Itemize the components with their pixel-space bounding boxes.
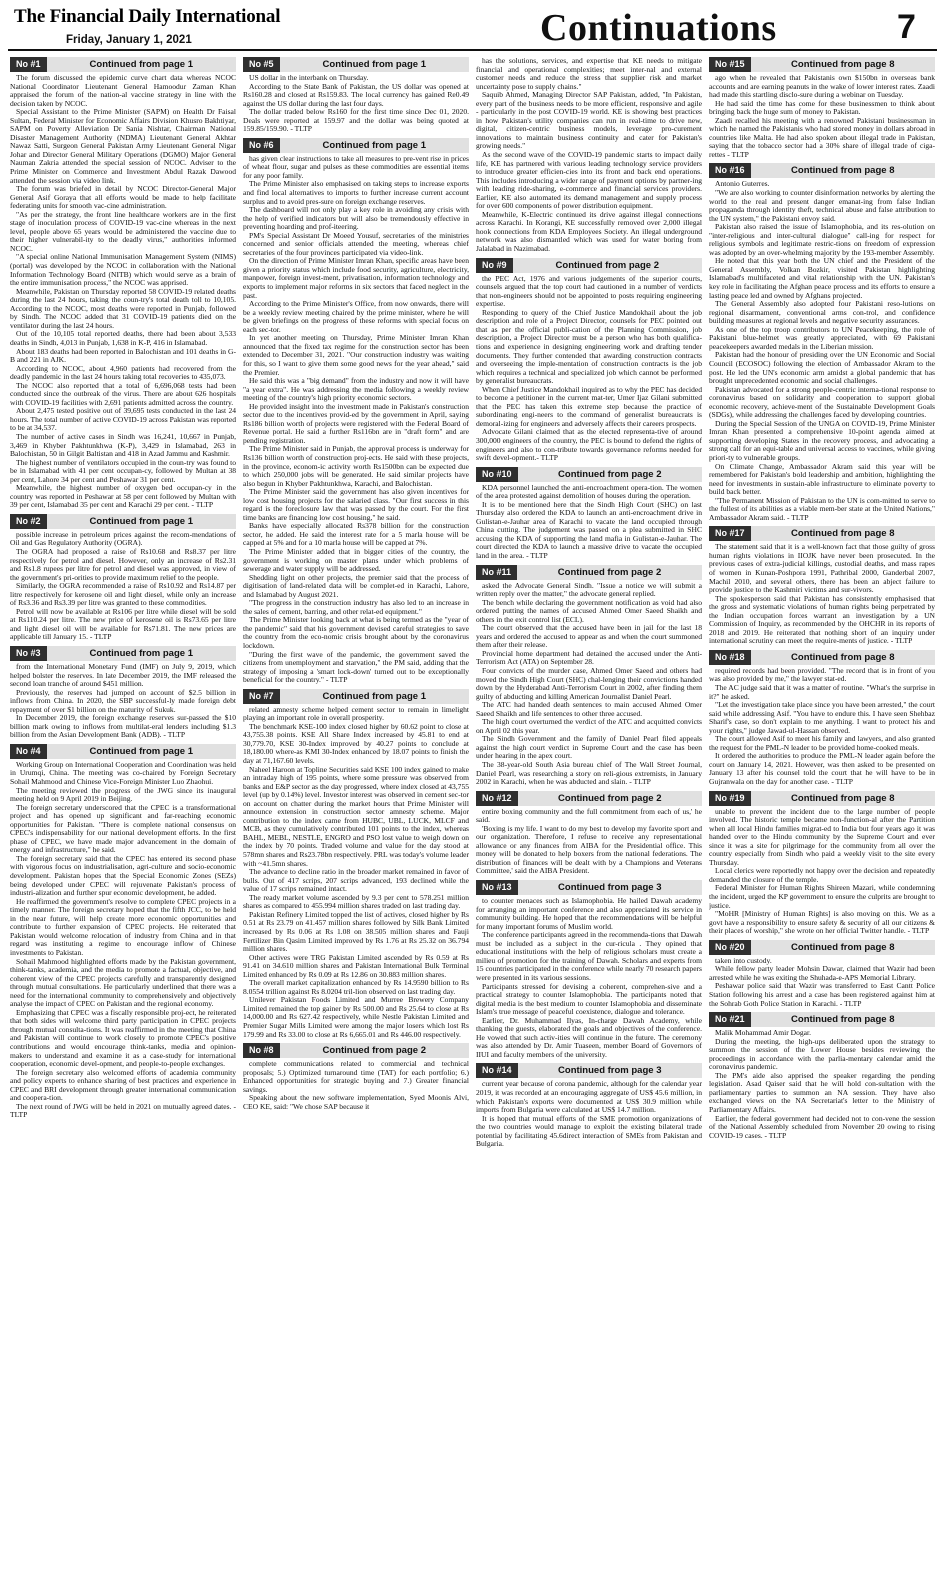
article-paragraph: The spokesperson said that Pakistan has consistently emphasised that the gross and systematic violations of human rights being perpetrated by the Indian occupation forces warrant an investigation by a UN Commission of Inquiry, as recommended by the OHCHR in its reports of 2018 and 2019. He reiterated that nothing short of an inquiry under international scrutiny can meet the require-ments of justice. - TLTP	[709, 593, 935, 646]
article-header	[10, 744, 236, 759]
article-paragraph: The conference participants agreed in the recommenda-tions that Dawah must be included as a subject in the cur-ricula . They opined that educational institutions with the help of religious scholars must create a milieu of promotion for the training of Dawah. Scholars and experts from 15 countries participated in the conference while nearly 70 research papers were presented in its various sessions.	[476, 930, 702, 982]
article-number: No #3	[10, 646, 47, 661]
article-paragraph: unable to prevent the incident due to the large number of people involved. The historic temple became non-function-al after the Partition when all local Hindu families migrat-ed to India but four years ago it was handed over to the Hindu community by the Supreme Court and ever since it was a site for pilgrimage for the community from all over the country especially from Sindh who paid a weekly visit to the site every Thursday.	[709, 806, 935, 867]
article-header	[709, 791, 935, 806]
article-paragraph: During the meeting, the high-ups deliberated upon the strategy to summon the session of the Lower House besides reviewing the proceedings in accordance with the parlia-mentary calendar amid the coronavirus pandemic.	[709, 1036, 935, 1072]
article-continuation	[476, 467, 702, 561]
continued-from-label: Continued from page 3	[518, 1063, 702, 1078]
article-paragraph: About 183 deaths had been reported in Balochistan and 101 deaths in G-B and 221 in AJK.	[10, 346, 236, 365]
article-number: No #1	[10, 57, 47, 72]
issue-date: Friday, January 1, 2021	[66, 34, 192, 46]
continued-from-label: Continued from page 1	[280, 689, 469, 704]
article-paragraph: The NCOC also reported that a total of 6,696,068 tests had been conducted since the outbreak of the virus. There are about 626 hospitals with COVID-19 facilities with 2,691 patients admitted across the country.	[10, 380, 236, 407]
article-header	[709, 57, 935, 72]
article-continuation	[10, 57, 236, 510]
continued-from-label: Continued from page 8	[751, 57, 935, 72]
article-header	[243, 689, 469, 704]
article-paragraph: In December 2019, the foreign exchange reserves sur-passed the $10 billion mark owing to inflows from multilat-eral lenders including $1.3 billion from the Asian Development Bank (ADB). - TLTP	[10, 713, 236, 740]
article-paragraph: Provincial home department had detained the accused under the Anti-Terrorism Act (ATA) on September 28.	[476, 648, 702, 667]
article-paragraph: He said this was a "big demand" from the industry and now it will have "a year extra". He was addressing the media following a weekly review meeting of the country's high priority economic sectors.	[243, 376, 469, 403]
article-paragraph: Earlier, the federal government had decided not to con-vene the session of the National Assembly scheduled from November 20 owing to rising COVID-19 cases. - TLTP	[709, 1113, 935, 1140]
article-paragraph: The foreign secretary said that the CPEC has entered its second phase with vigorous focus on industrialisation, agri-culture and socio-economic development. Pakistan hopes that the Special Economic Zones (SEZs) being developed under CPEC will rejuvenate Pakistan's process of industri-alization and further spur economic development, he added.	[10, 853, 236, 898]
article-paragraph: The advance to decline ratio in the broader market remained in favor of bulls. Out of 417 scrips, 207 scrips advanced, 193 declined while the value of 17 scrips remained intact.	[243, 867, 469, 894]
article-paragraph: Saquib Ahmed, Managing Director SAP Pakistan, added, "In Pakistan, every part of the business needs to be more efficient, responsive and agile - particularly in the post COVID-19 world. KE is showing best practices in how Pakistan's utility companies can run in real-time to drive new, digital, citizen-centric business models, leverage pro-curement innovations to maintain business continuity and cater for Pakistan's growing needs."	[476, 90, 702, 151]
article-header	[476, 467, 702, 482]
article-header	[476, 880, 702, 895]
article-paragraph: He noted that this year both the UN chief and the President of the General Assembly, Volkan Bozkir, visited Pakistan highlighting Islamabad's multifaceted and vital relationship with the UN. Pakistan's key role in facilitating the Afghan peace process and its efforts to ensure a lasting peace led and owned by Afghans projected.	[709, 256, 935, 300]
article-paragraph: Participants stressed for devising a coherent, comprehen-sive and a practical strategy to counter Islamophobia. The participants noted that digital media is the best medium to counter Islamophobia and disseminate Islam's true message of peaceful coexistence, dialogue and tolerance.	[476, 981, 702, 1017]
article-paragraph: As the second wave of the COVID-19 pandemic starts to impact daily life, KE has partnered with various leading technology service providers to introduce greater efficien-cies into its front and back end operations. This includes introducing a wider range of payment options by partner-ing with leading ride-sharing, e-commerce and financial services providers. Earlier, KE also automated its demand management and supply process for over 600 components of power distribution equipment.	[476, 150, 702, 211]
article-paragraph: Advocate Gilani claimed that as the elected representa-tive of around 300,000 engineers of the country, the PEC is bound to defend the rights of engineers and also to con-tribute towards governance reforms needed for swift devel-opment.- TLTP	[476, 427, 702, 463]
continued-from-label: Continued from page 2	[280, 1043, 469, 1058]
article-paragraph: "We are also working to counter disinformation networks by alerting the world to the real and present danger emanat-ing from false Indian propaganda through identity theft, technical abuse and false attribution to the UN system," the Pakistani envoy said.	[709, 188, 935, 223]
article-paragraph: The Prime Minister added that in bigger cities of the country, the government is working on master plans under which problems of sewerage and water supply will be addressed.	[243, 546, 469, 574]
article-paragraph: current year because of corona pandemic, although for the calendar year 2019, it was recorded at an encouraging aggregate of US$ 45.6 million, in which Pakistan's exports were documented at US$ 30.9 million while imports from Bulgaria were calculated at US$ 14.7 million.	[476, 1079, 702, 1115]
article-continuation	[476, 1063, 702, 1148]
article-paragraph: "Let the investigation take place since you have been arrested," the court said while addressing Asif. "You have to endure this. I have seen Shehbaz Sharif's case, so don't explain to me anything. I want to protect his and your rights," judge Jawad-ul-Hassan observed.	[709, 700, 935, 735]
article-paragraph: It ordered the authorities to produce the PML-N leader again before the court on January 14, 2021. However, was then asked to be presented on January 13 after his counsel told the court that he will have to be in Gujranwala on the day for another case. - TLTP	[709, 751, 935, 787]
page-number: 7	[897, 8, 916, 46]
article-number: No #13	[476, 880, 518, 895]
article-paragraph: Pakistan Refinery Limited topped the list of actives, closed higher by Rs 0.51 at Rs 23.79 on 41.457 million shares followed by Silk Bank Limited increased by Rs 0.06 at Rs 1.08 on 38.505 million shares and Fauji Fertilizer Bin Qasim Limited improved by Rs 1.76 at Rs 25.32 on 36.794 million shares.	[243, 909, 469, 954]
article-paragraph: PM's Special Assistant Dr Moeed Yousuf, secretaries of the ministries concerned and senior officials attended the meeting, whereas chief secretaries of the four provinces participated via video-link.	[243, 230, 469, 257]
article-header	[243, 57, 469, 72]
article-paragraph: Local clerics were reportedly not happy over the decision and repeatedly demanded the closure of the temple.	[709, 866, 935, 884]
article-number: No #15	[709, 57, 751, 72]
article-paragraph: Responding to query of the Chief Justice Mandokhail about the job description and role of a Project Director, counsels for PEC pointed out that as per the official publi-cation of the Planning Commission, job description, a Project Director must be a person who has both qualifica-tions and experience in designing engineering work and drafting tender documents. They further contended that awarding construction contracts and overseeing the imple-mentation of construction contracts is the job which requires a technical and specialized job which cannot be performed by generalist bureaucrats.	[476, 307, 702, 386]
article-paragraph: The OGRA had proposed a raise of Rs10.68 and Rs8.37 per litre respectively for petrol and diesel. However, only an increase of Rs2.31 and Rs1.8 rupees per litre for petrol and diesel was approved, in view of the government's pri-orities to provide maximum relief to the people.	[10, 546, 236, 582]
article-columns	[10, 57, 935, 1583]
article-paragraph: The next round of JWG will be held in 2021 on mutually agreed dates. - TLTP	[10, 1101, 236, 1120]
article-header	[476, 791, 702, 806]
article-paragraph: He had said the time has come for these businessmen to think about bringing back the huge sum of money to Pakistan.	[709, 98, 935, 117]
article-continuation	[709, 791, 935, 936]
masthead-rule	[8, 49, 937, 51]
article-continuation	[709, 163, 935, 522]
article-paragraph: According to NCOC, about 4,960 patients had recovered from the deadly pandemic in the last 24 hours taking total recoveries to 435,073.	[10, 363, 236, 382]
article-paragraph: According to the State Bank of Pakistan, the US dollar was opened at Rs160.28 and closed at Rs159.83. The local currency has gained Re0.49 against the US dollar during the last four days.	[243, 81, 469, 108]
article-paragraph: taken into custody.	[715, 955, 772, 965]
article-paragraph: The Prime Minister said in Punjab, the approval process is underway for Rs136 billion worth of construction proj-ects. He said with these projects, in the province, econom-ic activity worth Rs1500bn can be expected due to which 250,000 jobs will be generated. He said similar projects have also begun in Khyber Pakhtunkhwa, Karachi, and Balochistan.	[243, 444, 469, 488]
article-paragraph: The benchmark KSE-100 index closed higher by 60.62 point to close at 43,755.38 points. KSE All Share Index increased by 45.81 to end at 30,779.70, KSE 30-Index improved by 40.27 points to conclude at 18,180.00 where-as KMI 30-Index enhanced by 18.07 points to finish the day at 71,167.60 levels.	[243, 721, 469, 766]
article-continuation	[709, 1012, 935, 1140]
article-paragraph: On the direction of Prime Minister Imran Khan, specific areas have been given a priority status which include food security, agriculture, electricity, manpower, foreign invest-ment, privatisation, information technology and exports to implement major reforms in six sectors that faced neglect in the past.	[243, 256, 469, 300]
article-paragraph: Federal Minister for Human Rights Shireen Mazari, while condemning the incident, urged the KP government to ensure the culprits are brought to justice.	[709, 883, 935, 910]
article-continuation	[243, 689, 469, 1039]
article-paragraph: Peshawar police said that Wazir was transferred to East Cantt Police Station following his arrest and a case has been registered against him at the Sohrab Goth Police Station in Karachi. - TLTP	[709, 981, 935, 1008]
article-number: No #9	[476, 258, 513, 273]
article-continuation	[10, 514, 236, 642]
article-paragraph: The forum discussed the epidemic curve chart data whereas NCOC National Coordinator Lieutenant General Hamoodur Zaman Khan appraised the forum of the nation-al vaccine strategy in line with the decision taken by NCOC.	[10, 73, 236, 108]
article-number: No #20	[709, 940, 751, 955]
article-paragraph: Meanwhile, Pakistan on Thursday reported 58 COVID-19 related deaths during the last 24 hours, taking the coun-try's total death toll to 10,105. According to the NCOC, most deaths were reported in Punjab, followed by Sindh. The NCOC added that 31 COVID-19 patients died on the ventilator during the last 24 hours.	[10, 286, 236, 330]
continued-from-label: Continued from page 2	[513, 258, 702, 273]
column-4	[709, 57, 935, 1583]
continued-from-label: Continued from page 1	[47, 57, 236, 72]
article-paragraph: The Prime Minister also emphasised on taking steps to increase exports and find local alternatives to imports to further increase current account surplus and to avoid pres-sure on foreign exchange reserves.	[243, 179, 469, 206]
article-paragraph: KDA personnel launched the anti-encroachment opera-tion. The women of the area protested against demolition of houses during the operation.	[476, 482, 702, 501]
article-number: No #21	[709, 1012, 751, 1027]
article-paragraph: possible increase in petroleum prices against the recom-mendations of Oil and Gas Regulatory Authority (OGRA).	[10, 529, 236, 548]
article-header	[10, 646, 236, 661]
article-header	[709, 650, 935, 665]
article-header	[243, 138, 469, 153]
article-paragraph: The forum was briefed in detail by NCOC Director-General Major General Asif Goraya that all efforts would be made to help facilitate federating units for smooth vac-cine administration.	[10, 184, 236, 211]
article-number: No #6	[243, 138, 280, 153]
article-header	[709, 940, 935, 955]
article-number: No #11	[476, 565, 517, 580]
article-number: No #18	[709, 650, 751, 665]
article-paragraph: The high court overturned the verdict of the ATC and acquitted convicts on April 02 this year.	[476, 717, 702, 735]
article-paragraph: The meeting reviewed the progress of the JWG since its inaugural meeting held on 9 April 2019 in Beijing.	[10, 785, 236, 804]
article-number: No #5	[243, 57, 280, 72]
article-paragraph: The bench while declaring the government notification as void had also ordered putting the names of accused Ahmed Omer Saeed Shaikh and others in the exit control list (ECL).	[476, 597, 702, 624]
article-header	[709, 163, 935, 178]
article-header	[476, 1063, 702, 1078]
article-paragraph: The Sindh Government and the family of Daniel Pearl filed appeals against the high court verdict in Supreme Court and the case has been under hearing in the apex court.	[476, 734, 702, 761]
article-paragraph: to counter menaces such as Islamophobia. He hailed Dawah academy for arranging an important conference and also appreciated its service in community building. He hoped that the recommendations will be helpful for many important forums of Muslim world.	[476, 896, 702, 931]
article-paragraph: While fellow party leader Mohsin Dawar, claimed that Wazir had been arrested while he was exiting the Shuhada-e-APS Memorial Library.	[709, 964, 935, 982]
article-paragraph: "The progress in the construction industry has also led to an increase in the sales of cement, barring, and other relat-ed equipment."	[243, 598, 469, 616]
article-number: No #7	[243, 689, 280, 704]
article-number: No #12	[476, 791, 518, 806]
article-paragraph: Meanwhile, the highest number of oxygen bed occupan-cy in the country was reported in Peshawar at 58 per cent followed by Multan with 39 per cent, Islamabad 35 per cent and Karachi 29 per cent. - TLTP	[10, 483, 236, 510]
article-number: No #16	[709, 163, 751, 178]
continued-from-label: Continued from page 1	[280, 57, 469, 72]
article-continuation	[476, 880, 702, 1059]
article-paragraph: 'Boxing is my life. I want to do my best to develop my favorite sport and our organization. Therefore, I refuse to receive any representational allowance or any finances from AIBA for the Presidential office. This money will be donated to help boxers from the national federations. The distribution of finances will be dealt with by a Champions and Veterans Committee,' said the AIBA President.	[476, 823, 702, 876]
article-continuation	[243, 138, 469, 685]
article-paragraph: The foreign secretary also welcomed efforts of academia community and policy experts to enhance sharing of best practices and experience in CPEC and BRI development through greater international communication and coopera-tion.	[10, 1067, 236, 1103]
article-paragraph: Pakistan had the honour of presiding over the UN Economic and Social Council (ECOSOC) following the election of Ambassador Akram to the post. He led the UN's economic arm amidst a global pandemic that has brought unprecedented economic and social challenges.	[709, 350, 935, 386]
article-paragraph: ago when he revealed that Pakistanis own $150bn in overseas bank accounts and are earning peanuts in the wake of lower interest rates. Zaadi had made this startling disclo-sure during a webinar on Tuesday.	[709, 73, 935, 100]
article-paragraph: Out of the 10,105 total reported deaths, there had been about 3,533 deaths in Sindh, 4,013 in Punjab, 1,638 in K-P, 416 in Islamabad.	[10, 329, 236, 347]
article-paragraph: On Climate Change, Ambassador Akram said this year will be remembered for Pakistan's bold leadership and ambition, highlighting the need for investments in sustain-able infrastructure to eliminate poverty to build back better.	[709, 461, 935, 497]
article-continuation	[476, 565, 702, 787]
masthead	[0, 0, 945, 52]
article-paragraph: Unilever Pakistan Foods Limited and Murree Brewery Company Limited remained the top gainer by Rs 500.00 and Rs 25.64 to close at Rs 14,000.00 and Rs 627.42 respectively, while Nestle Pakistan Limited and Premier Sugar Mills Limited were among the major losers which lost Rs 179.99 and Rs 33.00 to close at Rs 6,665.01 and Rs 446.00 respectively.	[243, 995, 469, 1039]
article-paragraph: Emphasizing that CPEC was a fiscally responsible proj-ect, he reiterated that both sides will welcome third party participation in CPEC projects through mutual consulta-tions. It was reaffirmed in the meeting that China and Pakistan will continue to work closely to promote CPEC's positive contributions and would encourage think-tanks, media and opinion-makers to understand and examine it as a case-study for international cooperation, economic devel-opment, and people-to-people exchanges.	[10, 1007, 236, 1069]
article-paragraph: As one of the top troop contributors to UN Peacekeeping, the role of Pakistani blue-helmet was greatly appreciated, with 69 Pakistani peacekeepers awarded medals in the Liberian mission.	[709, 324, 935, 351]
continued-from-label: Continued from page 1	[47, 744, 236, 759]
article-paragraph: The overall market capitalization enhanced by Rs 14.9590 billion to Rs 8.0554 trillion against Rs 8.0204 tril-lion observed on last trading day.	[243, 978, 469, 996]
column-3	[476, 57, 702, 1583]
article-number: No #4	[10, 744, 47, 759]
article-paragraph: "A special online National Immunisation Management System (NIMS) (portal) was developed by the NCOC in collaboration with the National Information Technology Board (NITB) which would serve as a brain of the entire immunisation process," the NCOC was apprised.	[10, 252, 236, 288]
article-paragraph: The court observed that the accused have been in jail for the last 18 years and ordered the accused to appear as and when the court summoned them after their release.	[476, 623, 702, 650]
article-paragraph: Meanwhile, K-Electric continued its drive against illegal connections across Karachi. In Korangi, KE successfully removed over 2,000 illegal hook connections from KDA Employees Society. An illegal underground network was also dismantled which was used for water boring from Jalalabad in Nazimabad.	[476, 209, 702, 254]
article-paragraph: The PM's aide also apprised the speaker regarding the pending legislation. Asad Qaiser said that he will hold con-sultation with the parliamentary parties to summon an NA session. They have also exchanged views on the NA Secretariat's letter to the Ministry of Parliamentary Affairs.	[709, 1070, 935, 1114]
article-number: No #14	[476, 1063, 518, 1078]
continued-from-label: Continued from page 2	[518, 467, 702, 482]
article-paragraph: The number of active cases in Sindh was 16,241, 10,667 in Punjab, 3,469 in Khyber Pakhtunkhwa (K-P), 3,429 in Islamabad, 263 in Balochistan, 50 in Gilgit Baltistan and 418 in Azad Jammu and Kashmir.	[10, 431, 236, 459]
article-paragraph: from the International Monetary Fund (IMF) on July 9, 2019, which helped bolster the reserves. In late December 2019, the IMF released the second loan tranche of around $451 million.	[10, 662, 236, 689]
article-continuation	[10, 744, 236, 1120]
article-paragraph: Pakistan also raised the issue of Islamophobia, and its res-olution on "inter-religious and inter-cultural dialogue" call-ing for respect for religious symbols and legitimate restric-tions on freedom of expression was adopted by an over-whelming majority by the 193-member Assembly.	[709, 222, 935, 257]
article-paragraph: During the Special Session of the UNGA on COVID-19, Prime Minister Imran Khan presented a comprehensive 10-point agenda aimed at supporting developing States in the recovery process, and advocating a strong call for an equi-table and universal access to vaccines, while giving priori-ty to vulnerable groups.	[709, 418, 935, 462]
article-header	[10, 57, 236, 72]
article-paragraph: The Prime Minister said the government has also given incentives for low cost housing projects for the salaried class. "Our first success in this regard is the foreclosure law that was passed by the court. For the first time banks are financing low cost housing," he said.	[243, 487, 469, 522]
continued-from-label: Continued from page 8	[751, 526, 935, 541]
article-paragraph: The foreign secretary underscored that the CPEC is a transformational project and has opened up significant and far-reaching economic opportunities for Pakistan. "There is complete national consensus on CPEC's indispensability for our national development efforts. In the first phase of CPEC, we have made major advancement in the domain of energy and infrastructure," he said.	[10, 802, 236, 855]
column-1	[10, 57, 236, 1583]
article-paragraph: "MoHR [Ministry of Human Rights] is also moving on this. We as a govt have a responsibility to ensure safety & security of all our citizens & their places of worship," she wrote on her official Twitter handle. - TLTP	[709, 909, 935, 936]
continued-from-label: Continued from page 8	[751, 163, 935, 178]
article-header	[476, 258, 702, 273]
continued-from-label: Continued from page 2	[517, 565, 702, 580]
article-continuation	[476, 791, 702, 876]
article-paragraph: In yet another meeting on Thursday, Prime Minister Imran Khan announced that the fixed tax regime for the construction sector has been extended to December 31, 2021. "Our construction industry was waiting for this, so I want to give them some good news for the year ahead," said the Premier.	[243, 333, 469, 377]
continued-from-label: Continued from page 1	[47, 514, 236, 529]
article-paragraph: Previously, the reserves had jumped on account of $2.5 billion in inflows from China. In 2020, the SBP successful-ly made foreign debt repayment of over $1 billion on the maturity of Sukuk.	[10, 687, 236, 714]
article-header	[243, 1043, 469, 1058]
article-paragraph: According to the Prime Minister's Office, from now onwards, there will be a weekly review meeting chaired by the prime minister, where he will be given briefings on the progress of these reforms with special focus on each sec-tor.	[243, 299, 469, 334]
article-paragraph: About 2,475 tested positive out of 39,695 tests conducted in the last 24 hours. The total number of active COVID-19 across Pakistan was reported to be at 34,537.	[10, 406, 236, 433]
article-paragraph: The 38-year-old South Asia bureau chief of The Wall Street Journal, Daniel Pearl, was researching a story on reli-gious extremists, in January 2002 in Karachi, when he was abducted and slain. - TLTP	[476, 760, 702, 787]
continued-from-label: Continued from page 8	[751, 791, 935, 806]
article-paragraph: The highest number of ventilators occupied in the coun-try was found to be in Islamabad with 41 per cent occupan-cy, followed by Multan at 38 per cent, Lahore 34 per cent and Peshawar 31 per cent.	[10, 457, 236, 484]
article-paragraph: Working Group on International Cooperation and Coordination was held in Urumqi, China. The meeting was co-chaired by Foreign Secretary Sohail Mahmood and Chinese Vice-Foreign Minister Luo Zhaohui.	[10, 759, 236, 787]
article-number: No #10	[476, 467, 518, 482]
continued-from-label: Continued from page 8	[751, 1012, 935, 1027]
article-paragraph: The ATC had handed death sentences to main accused Ahmed Omer Saeed Shaikh and life sentences to other three accused.	[476, 700, 702, 718]
newspaper-name: The Financial Daily International	[14, 6, 281, 27]
article-paragraph: Antonio Guterres.	[715, 179, 770, 189]
article-paragraph: Sohail Mahmood highlighted efforts made by the Pakistan government, think-tanks, academia, and the media to promote a factual, objective, and coherent view of the CPEC projects carefully and transparently designed through mutual consultations. He particularly underlined that there was a need for the international community to comprehensively and objectively analyse the impact of CPEC on Pakistan and the regional economy.	[10, 956, 236, 1009]
article-paragraph: The statement said that it is a well-known fact that those guilty of gross human rights violations in IIOJK have never been prosecuted. In the previous cases of extra-judicial killings, custodial deaths, and mass rapes of women in Kunan-Poshpora 1991, Pathribal 2000, Ganderbal 2007, Machil 2010, and several others, there has been an abject failure to provide justice to the Kashmiri victims and sur-vivors.	[709, 542, 935, 595]
article-paragraph: Four convicts of the murder case, Ahmed Omer Saeed and others had moved the Sindh High Court (SHC) chal-lenging their convictions handed down by the Hyderabad Anti-Terrorism Court in 2002, after finding them guilty of abducting and killing American Journalist Daniel Pearl.	[476, 666, 702, 701]
article-paragraph: The General Assembly also adopted four Pakistani reso-lutions on regional disarmament, conventional arms con-trol, and confidence building measures at regional levels and negative security assurances.	[709, 299, 935, 326]
article-paragraph: Malik Mohammad Amir Dogar.	[715, 1028, 812, 1038]
article-number: No #19	[709, 791, 751, 806]
article-paragraph: The ready market volume ascended by 9.3 per cent to 578.251 million shares as compared to 455.994 million shares traded on last trading day.	[243, 892, 469, 911]
article-paragraph: The Prime Minister looking back at what is being termed as the "year of the pandemic" said that his government devised careful strategies to save the country from the eco-nomic crisis brought about by the coronavirus lockdown.	[243, 615, 469, 650]
article-continuation	[709, 57, 935, 159]
article-paragraph: entire boxing community and the full commitment from each of us,' he said.	[476, 806, 702, 825]
article-continuation	[709, 940, 935, 1008]
article-continuation	[243, 1043, 469, 1111]
article-continuation	[709, 650, 935, 787]
article-paragraph: He provided insight into the investment made in Pakistan's construction sector due to the incentives provid-ed by the government in April, saying Rs186 billion worth of projects were registered with the Federal Board of Revenue portal. He said a further Rs116bn are in "draft form" and are pending registration.	[243, 401, 469, 445]
article-continuation	[10, 646, 236, 740]
article-paragraph: The AC judge said that it was a matter of routine. "What's the surprise in it?" he asked.	[709, 683, 935, 701]
article-paragraph: the PEC Act, 1976 and various judgements of the superior courts, counsels argued that the top court had cautioned in a number of verdicts that non-engineers should not be appointed to posts requiring engineering expertise.	[476, 273, 702, 309]
continued-from-label: Continued from page 1	[280, 138, 469, 153]
section-title: Continuations	[540, 7, 777, 49]
article-header	[10, 514, 236, 529]
article-continuation	[243, 57, 469, 134]
article-paragraph: has given clear instructions to take all measures to pre-vent rise in prices of wheat flour, sugar and pulses as these commodities are essential items for any poor family.	[243, 153, 469, 180]
article-paragraph: He reaffirmed the government's resolve to complete CPEC projects in a timely manner. The foreign secretary hoped that the fifth JCC, to be held in the near future, will help create more economic opportunities and contribute to further expansion of CPEC projects. He reiterated that Pakistan would welcome relocation of industry from China and in that regard was instituting a regime to encourage inflow of Chinese investments to Pakistan.	[10, 896, 236, 957]
article-header	[476, 565, 702, 580]
column-2	[243, 57, 469, 1583]
article-continuation	[476, 57, 702, 254]
article-paragraph: Naheel Haroon at Topline Securities said KSE 100 index gained to make an intraday high of 195 points, where some pressure was observed from banks and E&P sector as the day progressed, where index closed at 43,755 level (up by 0.14%) level. Investor interest was observed in cement sec-tor on account on chatter during the market hours that Prime Minister will announce extension in construction sector amnesty scheme. Major contribution to the index came from HUBC, UBL, LUCK, MLCF and MCB, as they cumulatively contributed 101 points to the index, whereas BAHL, MEBL, NESTLE, ENGRO and PSO lost value to weigh down on the index by 70 points. Traded volume and value for the day stood at 578mn shares and Rs23.78bn respectively. PRL was today's volume leader with ~41.5mn shares.	[243, 764, 469, 868]
continued-from-label: Continued from page 3	[518, 880, 702, 895]
continued-from-label: Continued from page 8	[751, 940, 935, 955]
article-number: No #17	[709, 526, 751, 541]
article-header	[709, 526, 935, 541]
article-paragraph: The dollar traded below Rs160 for the first time since Dec 01, 2020. Deals were reported at 159.97 and the dollar was being quoted at 159.85/159.90. - TLTP	[243, 107, 469, 134]
article-paragraph: When Chief Justice Mandokhail inquired as to why the PEC has decided to become a petitioner in the current mat-ter, Umer Ijaz Gilani submitted that the PEC has taken this extreme step because the practice of subordinating engi-neers to the command of generalist bureaucrats is demoral-izing for engineers and adversely affects their careers prospects.	[476, 384, 702, 428]
article-header	[709, 1012, 935, 1027]
article-paragraph: "The Permanent Mission of Pakistan to the UN is com-mitted to serve to the fullest of its abilities as a viable mem-ber state at the United Nations," Ambassador Akram said. - TLTP	[709, 495, 935, 522]
continued-from-label: Continued from page 8	[751, 650, 935, 665]
article-paragraph: Earlier, Dr. Muhammad Ilyas, In-charge Dawah Academy, while thanking the guests, elaborated the goals and objectives of the conference. He vowed that such activ-ities will continue in the future. The ceremony was also attended by Dr. Amir Tuaseen, member Board of Governors of IIUI and faculty members of the university.	[476, 1015, 702, 1059]
article-paragraph: "During the first wave of the pandemic, the government saved the citizens from unemployment and starvation," the PM said, adding that the strategy of imposing a 'smart lock-down' turned out to be exceptionally beneficial for the country." - TLTP	[243, 649, 469, 685]
article-paragraph: complete communications related to commercial and technical proposals; 5.) Optimized turnaround time (TAT) for each portfolio; 6.) Enhanced opportunities for strategic buying and 7.) Greater financial savings.	[243, 1059, 469, 1094]
article-paragraph: The court allowed Asif to meet his family and lawyers, and also granted the request for the PML-N leader to be provided home-cooked meals.	[709, 734, 935, 752]
article-paragraph: related amnesty scheme helped cement sector to remain in limelight playing an important role in overall prosperity.	[243, 704, 469, 723]
article-paragraph: It is to be mentioned here that the Sindh High Court (SHC) on last Thursday also ordered the KDA to launch an anti-encroachment drive in Gulistan-e-Jauhar area of Karachi to vacate the land occupied through China cutting. The judgement was passed on a plea submitted in SHC accusing the KDA of supporting the land mafia in Gulistan-e-Jauhar. The court directed the KDA to launch a massive drive to vacate the occupied land in the area. - TLTP	[476, 499, 702, 560]
article-continuation	[709, 526, 935, 646]
article-paragraph: Speaking about the new software implementation, Syed Moonis Alvi, CEO KE, said: "We chose SAP because it	[243, 1093, 469, 1111]
continued-from-label: Continued from page 1	[47, 646, 236, 661]
article-paragraph: "As per the strategy, the front line healthcare workers are in the first stage of inoculation process of COVID-19 vac-cine whereas in the next level, people above 65 years would be administered the vaccine due to their higher vulnerabil-ity to the deadly virus," authorities informed NCOC.	[10, 209, 236, 253]
article-paragraph: Special Assistant to the Prime Minister (SAPM) on Health Dr Faisal Sultan, Federal Minister for Economic Affairs Division Khusro Bakhtiyar, SAPM on Poverty Alleviation Dr Sania Nishtar, Chairman National Disaster Management Authority (NDMA) Lieutenant General Akhtar Nawaz Satti, Surgeon General Pakistan Army Lieutenant General Nigar Johar and Director General Military Operations (DGMO) Major General Nauman Zakria attended the special session of NCOC. Adviser to the Prime Minister on Commerce and Investment Abdul Razak Dawood attended the session via video link.	[10, 107, 236, 185]
article-paragraph: asked the Advocate General Sindh. "Issue a notice we will submit a written reply over the matter," the advocate general replied.	[476, 580, 702, 599]
article-paragraph: has the solutions, services, and expertise that KE needs to mitigate financial and operational complexities; meet inter-nal and external customer needs and reduce the stress that supplier risk and market uncertainty pose to supply chains."	[476, 57, 702, 91]
article-paragraph: Similarly, the OGRA recommended a raise of Rs10.92 and Rs14.87 per litre respectively for kerosene oil and light diesel, while only an increase of Rs3.36 and Rs3.39 per litre was granted to these commodities.	[10, 581, 236, 608]
article-paragraph: US dollar in the interbank on Thursday.	[249, 73, 369, 82]
article-number: No #2	[10, 514, 47, 529]
article-paragraph: Pakistan advocated for a strong people-centric interna-tional response to coronavirus based on solidarity and cooperation to support global economic recovery, achieve-ment of the Sustainable Development Goals (SDGs), while addressing the challenges faced by developing countries.	[709, 384, 935, 420]
article-number: No #8	[243, 1043, 280, 1058]
article-paragraph: required records had been provided. "The record that is in front of you was also provided by me," the lawyer stat-ed.	[709, 665, 935, 684]
article-paragraph: Petrol will now be available at Rs106 per litre while diesel will be sold at Rs110.24 per litre. The new price of kerosene oil is Rs73.65 per litre and light diesel oil will be available for Rs71.81. The new prices are applicable till January 15. - TLTP	[10, 606, 236, 642]
article-continuation	[476, 258, 702, 463]
continued-from-label: Continued from page 2	[518, 791, 702, 806]
article-paragraph: Other actives were TRG Pakistan Limited ascended by Rs 0.59 at Rs 91.41 on 34.610 million shares and Pakistan International Bulk Terminal Limited enhanced by Rs 0.09 at Rs 12.86 on 30.883 million shares.	[243, 952, 469, 979]
article-paragraph: It is hoped that mutual efforts of the SME promotion organizations of the two countries would manage to exploit the existing bilateral trade potential by facilitating 45.6direct interaction of SMEs from Pakistan and Bulgaria.	[476, 1113, 702, 1149]
article-paragraph: Zaadi recalled his meeting with a renowned Pakistani businessman in which he named the Pakistanis who had stored money in dollars abroad in countries like Malta. He had also spoken about illegal trade in Pakistan, saying that the tobacco sector had a 30% share of illegal trade of ciga-rettes - TLTP	[709, 115, 935, 159]
article-paragraph: The dashboard will not only play a key role in avoiding any crisis with the help of verified indicators but will also be tremendously effective in preventing hoarding and prof-iteering.	[243, 205, 469, 232]
article-paragraph: Shedding light on other projects, the premier said that the process of digitisation of land-related data will be complet-ed in Karachi, Lahore, and Islamabad by August 2021.	[243, 572, 469, 599]
article-paragraph: Banks have especially allocated Rs378 billion for the construction sector, he added. He said the interest rate for a 5 marla house will be capped at 5% and for a 10 marla house will be capped at 7%.	[243, 521, 469, 548]
